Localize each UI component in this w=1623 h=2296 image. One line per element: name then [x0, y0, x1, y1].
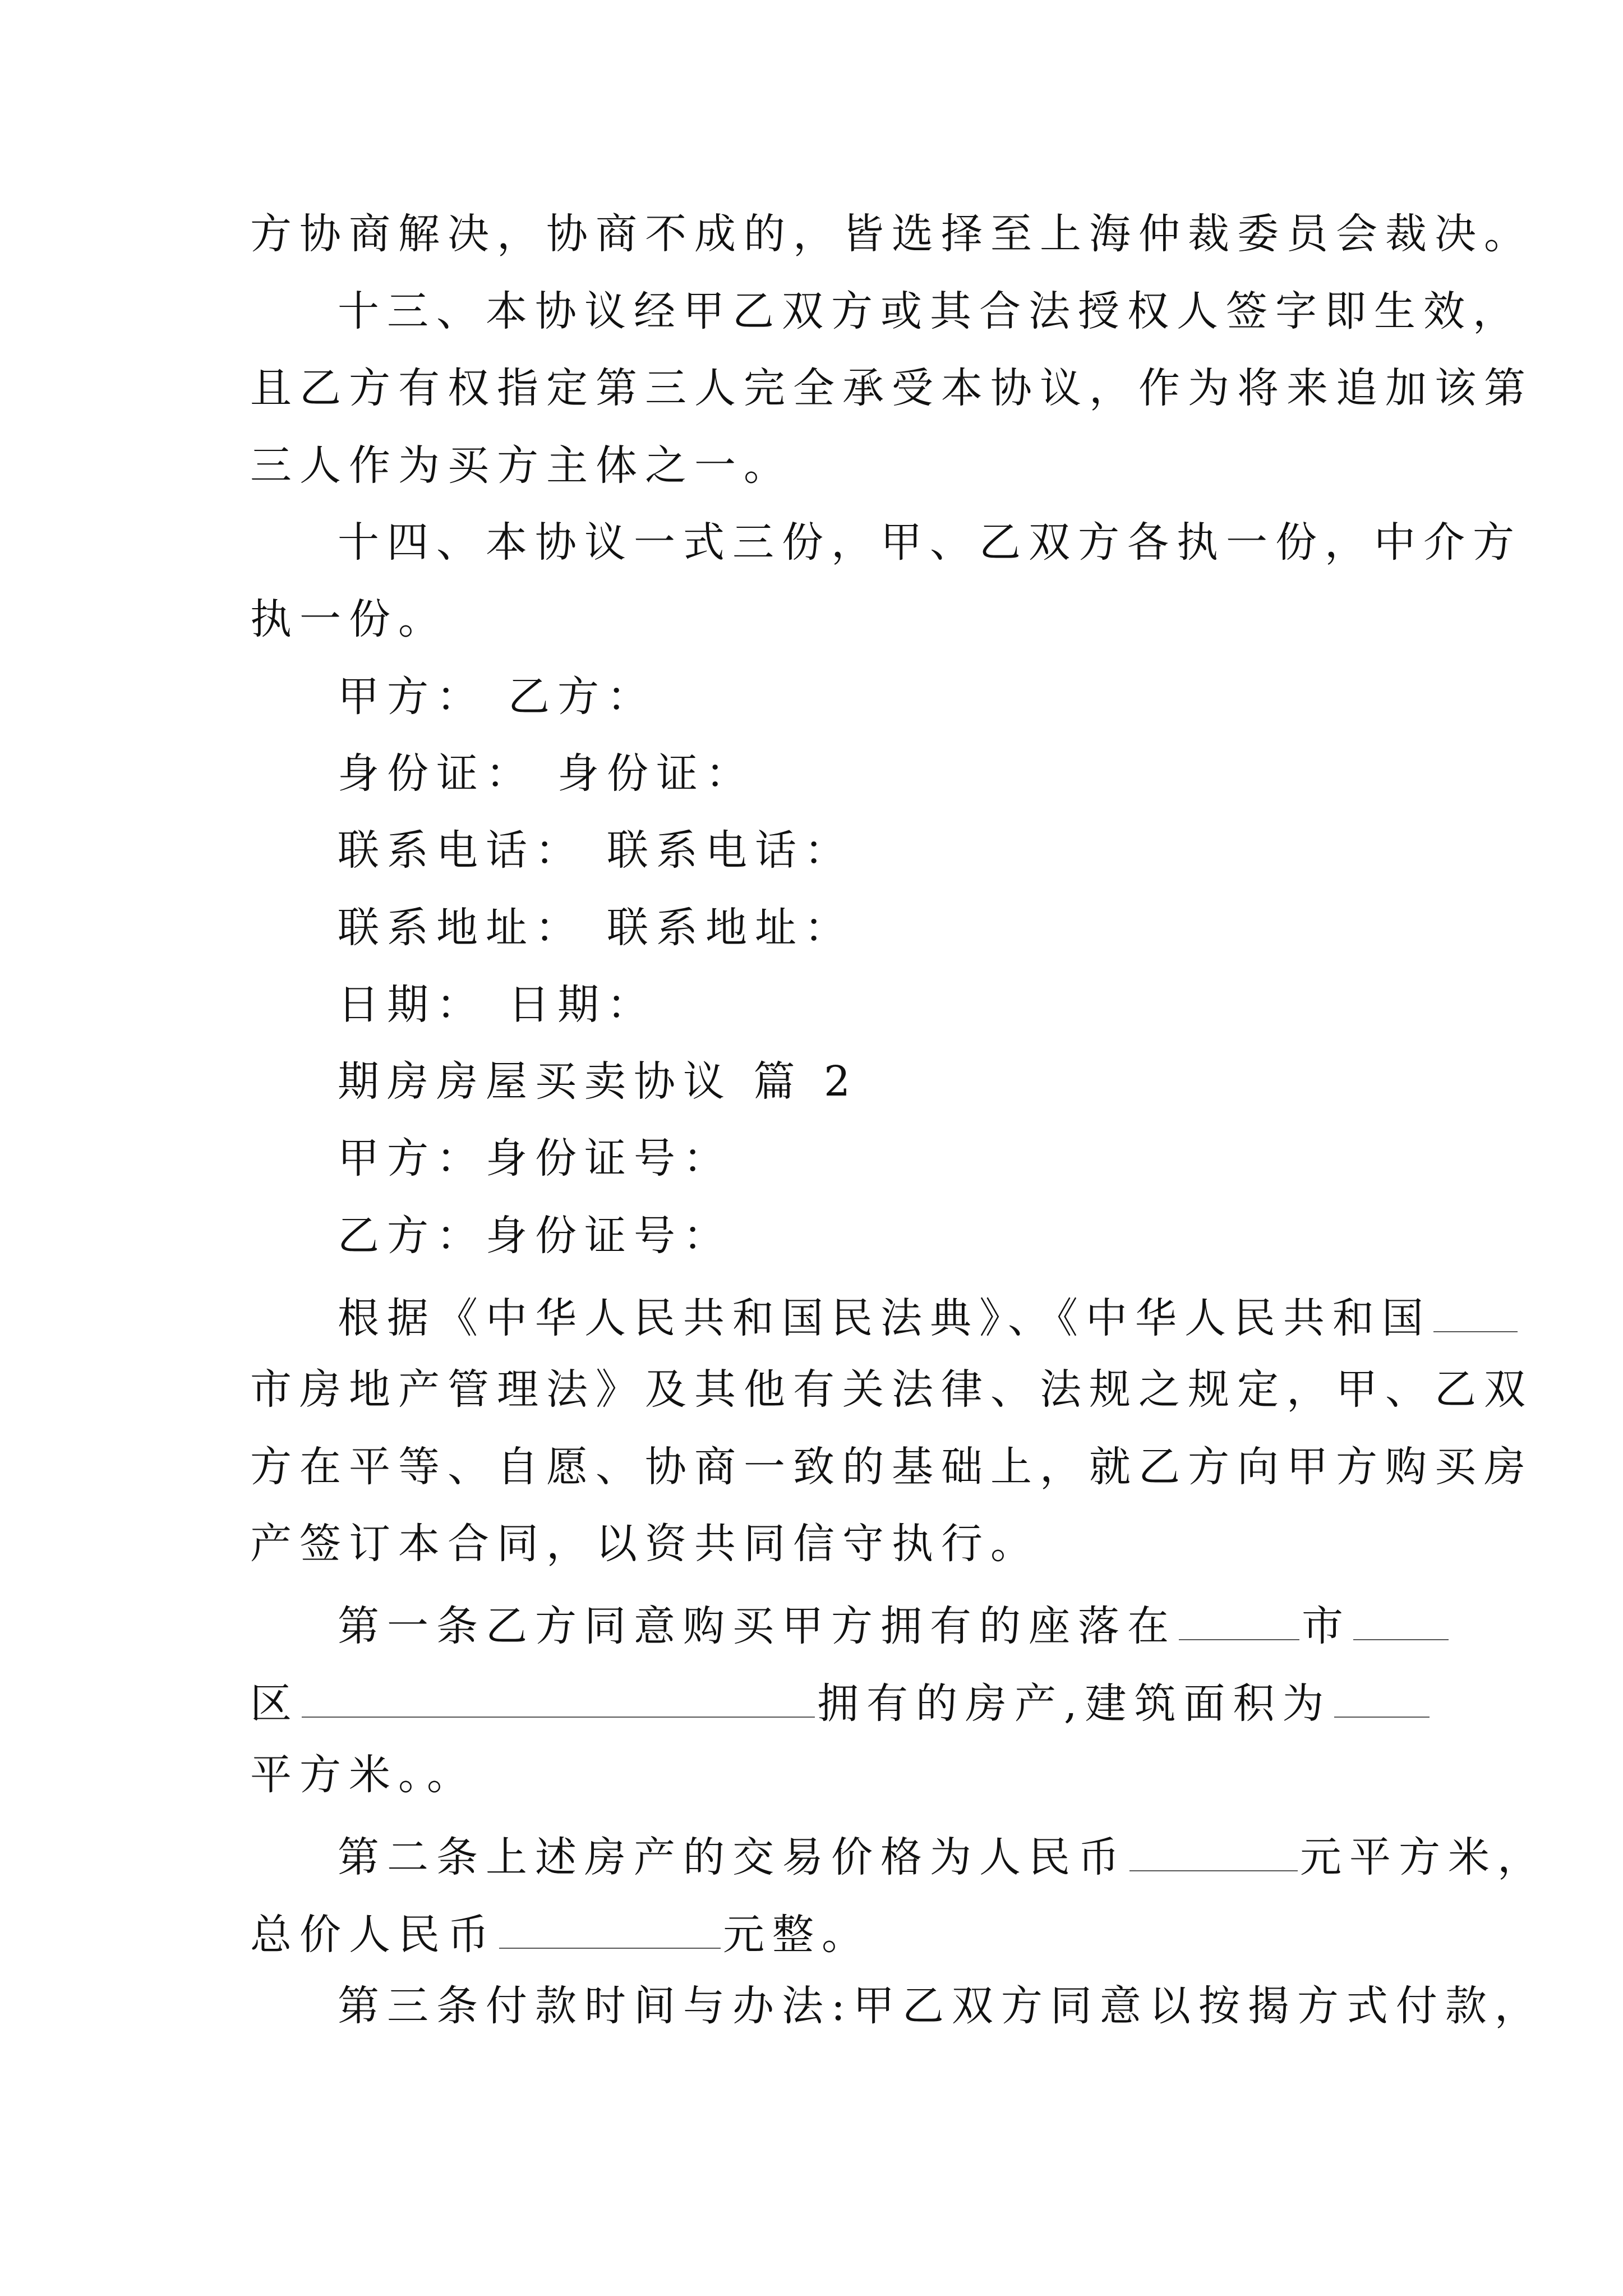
total-price-text: 总价人民币: [250, 1911, 497, 1959]
signature-date-line: [338, 981, 656, 1029]
text-line: 三人作为买方主体之一。: [250, 441, 793, 490]
blank-field: [1353, 1600, 1449, 1640]
area-text: 拥有的房产,建筑面积为: [817, 1680, 1332, 1728]
text-line: 市房地产管理法》及其他有关法律、法规之规定，甲、乙双: [250, 1365, 1533, 1414]
text-line: 且乙方有权指定第三人完全承受本协议，作为将来追加该第: [250, 364, 1533, 412]
text-line: [250, 1677, 1432, 1728]
blank-field: [499, 1908, 721, 1949]
district-label: 区: [250, 1680, 299, 1728]
text-line: 方协商解决，协商不成的，皆选择至上海仲裁委员会裁决。: [250, 210, 1533, 258]
signature-id-line: [338, 749, 755, 798]
blank-field: [1334, 1677, 1430, 1718]
signature-address-line: [338, 904, 854, 952]
preamble-line: [338, 1292, 1520, 1342]
section-heading: 期房房屋买卖协议 篇 2: [338, 1057, 859, 1106]
party-a-id-label: 身份证：: [338, 749, 535, 798]
party-a-address-label: 联系地址：: [338, 904, 584, 952]
party-a-label: 甲方：: [338, 673, 486, 721]
total-price-suffix: 元整。: [723, 1911, 871, 1959]
text-line: 产签订本合同，以资共同信守执行。: [250, 1520, 1040, 1568]
signature-phone-line: [338, 826, 854, 875]
party-a-id-line: 甲方：身份证号：: [338, 1134, 732, 1182]
text-line: 方在平等、自愿、协商一致的基础上，就乙方向甲方购买房: [250, 1443, 1533, 1491]
article-1-text: 第一条乙方同意购买甲方拥有的座落在: [338, 1602, 1177, 1650]
article-3-line: 第三条付款时间与办法:甲乙双方同意以按揭方式付款，: [338, 1982, 1544, 2030]
text-line: 平方米。。: [250, 1751, 476, 1799]
party-b-address-label: 联系地址：: [607, 904, 854, 952]
party-b-label: 乙方：: [508, 673, 656, 721]
signature-party-line: [338, 673, 656, 721]
blank-field: [302, 1677, 815, 1718]
party-b-id-label: 身份证：: [557, 749, 755, 798]
clause-14: 十四、本协议一式三份，甲、乙双方各执一份，中介方: [338, 518, 1522, 567]
unit-price-text: 元平方米，: [1300, 1833, 1547, 1881]
article-2-text: 第二条上述房产的交易价格为人民币: [338, 1833, 1127, 1881]
party-b-date-label: 日期：: [508, 981, 656, 1029]
party-b-phone-label: 联系电话：: [607, 826, 854, 875]
city-label: 市: [1302, 1602, 1351, 1650]
text-line: [250, 1908, 871, 1959]
article-1-line: [338, 1600, 1451, 1650]
blank-field: [1129, 1831, 1298, 1871]
blank-field: [1433, 1292, 1518, 1332]
blank-field: [1179, 1600, 1299, 1640]
preamble-text: 根据《中华人民共和国民法典》、《中华人民共和国: [338, 1294, 1431, 1342]
party-b-id-line: 乙方：身份证号：: [338, 1212, 732, 1260]
article-2-line: [338, 1831, 1547, 1881]
party-a-phone-label: 联系电话：: [338, 826, 584, 875]
text-line: 执一份。: [250, 595, 448, 643]
party-a-date-label: 日期：: [338, 981, 486, 1029]
clause-13: 十三、本协议经甲乙双方或其合法授权人签字即生效，: [338, 287, 1522, 335]
